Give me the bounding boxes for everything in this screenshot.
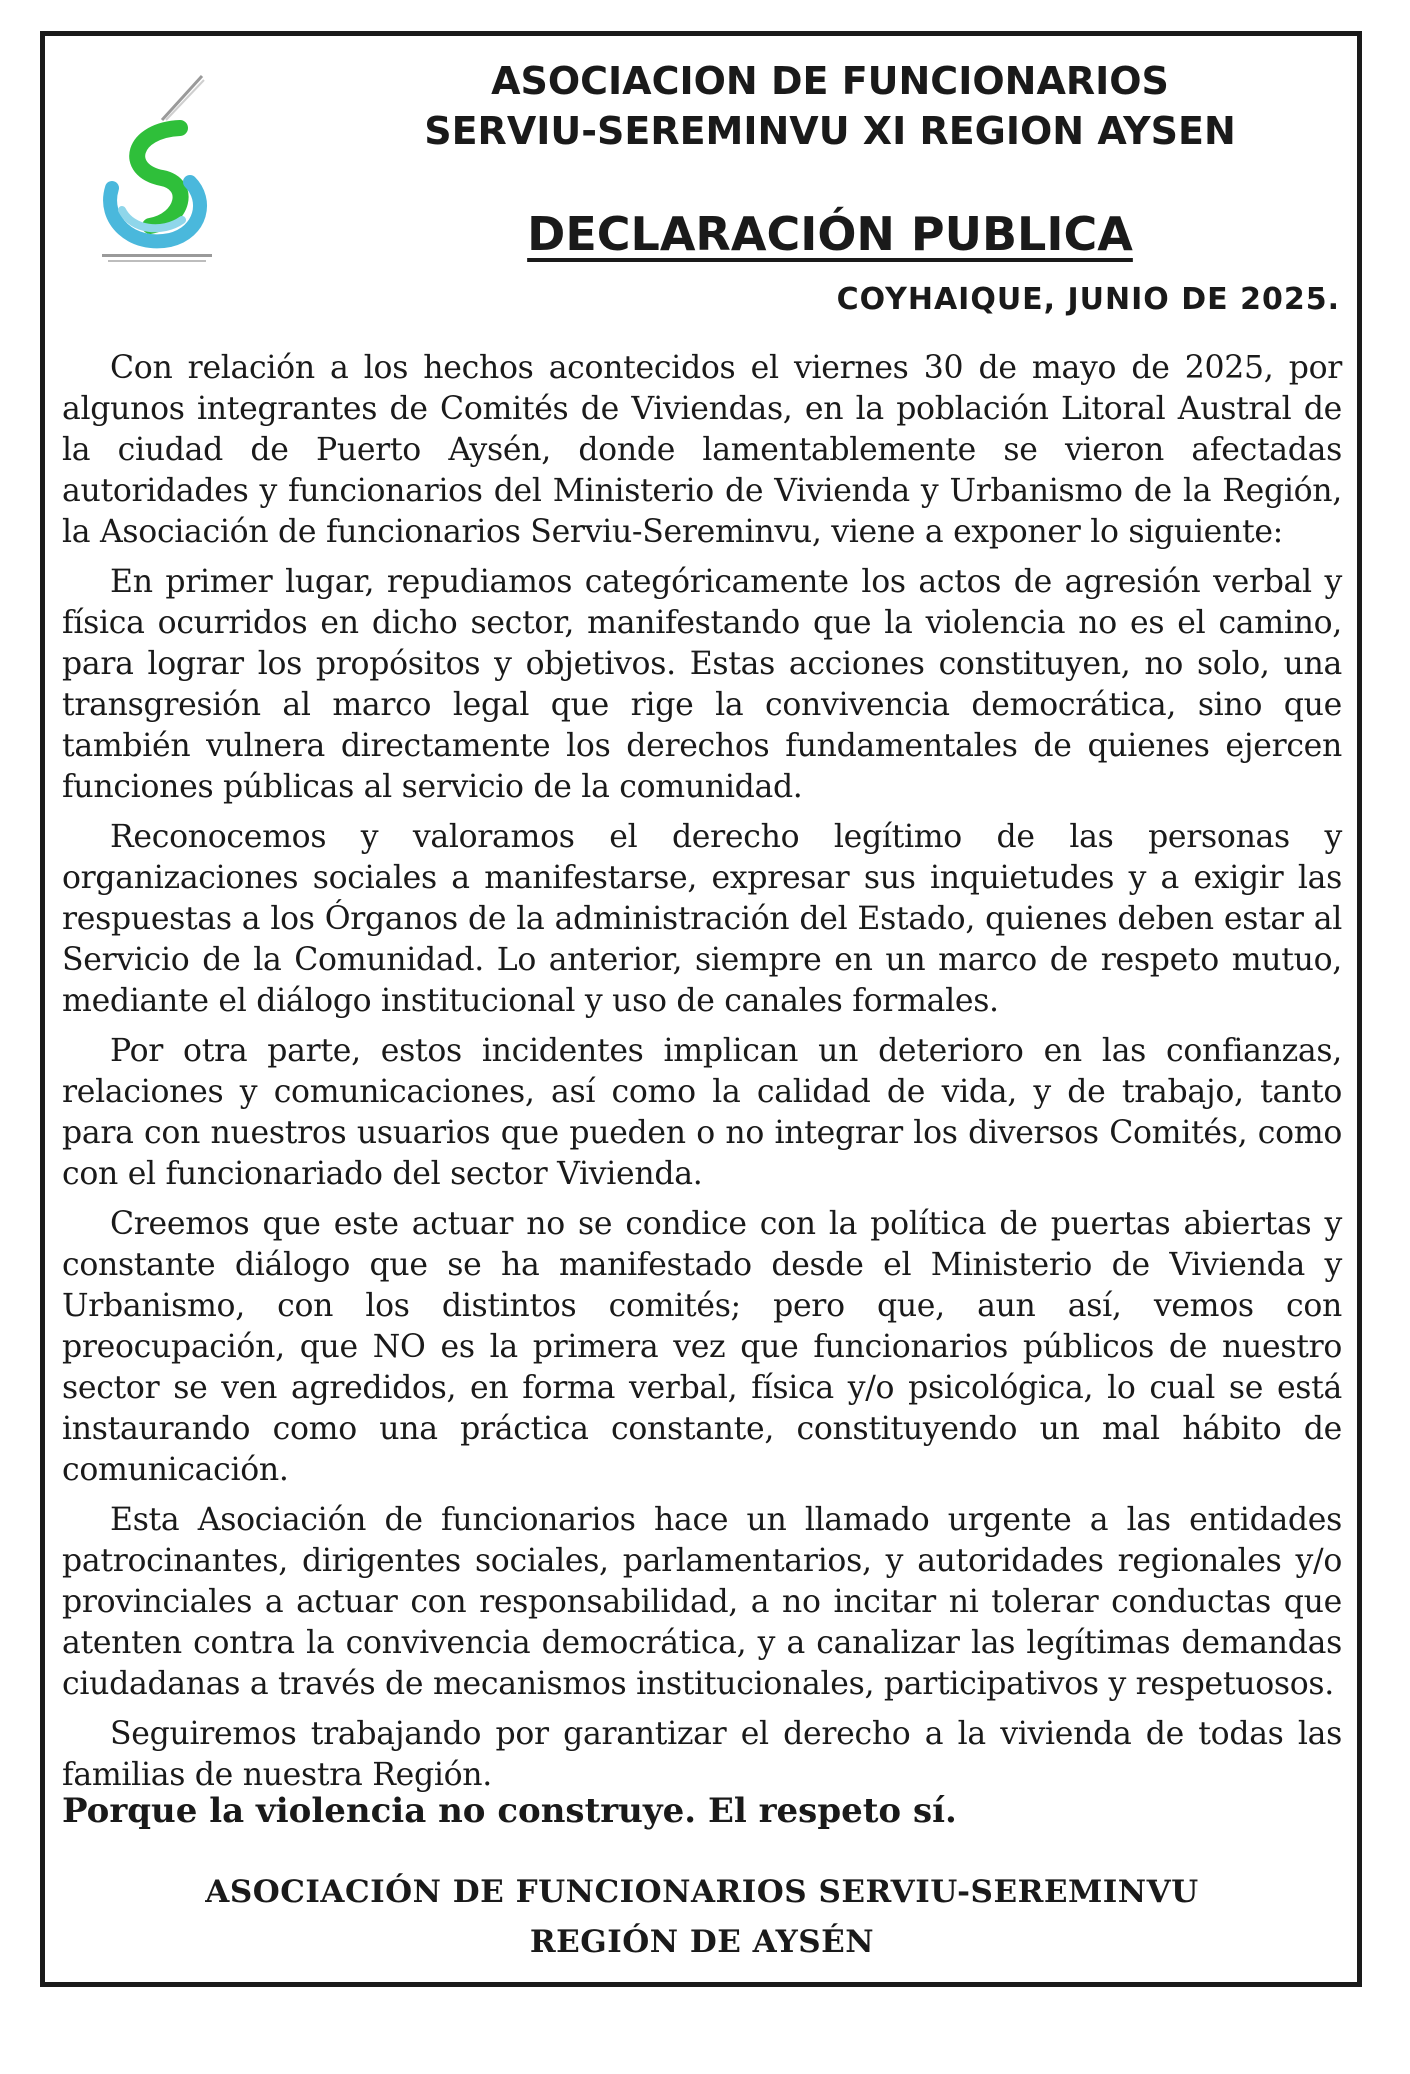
dateline: COYHAIQUE, JUNIO DE 2025. (836, 282, 1340, 317)
paragraph-3: Reconocemos y valoramos el derecho legítimo de las personas y organizaciones sociales a manifestarse, expresar sus inquietudes y a exigir las respuestas a los Órganos de la administración del Estado, quienes deben estar al Servicio de la Comunidad. Lo anterior, siempre en un marco de respeto mutuo, mediante el diálogo institucional y uso de canales formales. (62, 819, 1342, 1019)
paragraph-4: Por otra parte, estos incidentes implican un deterioro en las confianzas, relaciones y comunicaciones, así como la calidad de vida, y de trabajo, tanto para con nuestros usuarios que pueden o no integrar los diversos Comités, como con el funcionariado del sector Vivienda. (62, 1033, 1342, 1192)
header-line-2: SERVIU-SEREMINVU XI REGION AYSEN (424, 109, 1236, 153)
paragraph-6: Esta Asociación de funcionarios hace un llamado urgente a las entidades patrocinantes, dirigentes sociales, parlamentarios, y autoridades regionales y/o provinciales a actuar con responsabilidad, a no incitar ni tolerar conductas que atenten contra la convivencia democrática, y a canalizar las legítimas demandas ciudadanas a través de mecanismos institucionales, participativos y respetuosos. (62, 1502, 1342, 1702)
slogan: Porque la violencia no construye. El respeto sí. (62, 1791, 957, 1831)
paragraph-2: En primer lugar, repudiamos categóricamente los actos de agresión verbal y física ocurridos en dicho sector, manifestando que la violencia no es el camino, para lograr los propósitos y objetivos. Estas acciones constituyen, no solo, una transgresión al marco legal que rige la convivencia democrática, sino que también vulnera directamente los derechos fundamentales de quienes ejercen funciones públicas al servicio de la comunidad. (62, 564, 1342, 805)
paragraph-7: Seguiremos trabajando por garantizar el derecho a la vivienda de todas las familias de nuestra Región. (62, 1716, 1342, 1793)
paragraph-5: Creemos que este actuar no se condice con la política de puertas abiertas y constante diálogo que se ha manifestado desde el Ministerio de Vivienda y Urbanismo, con los distintos comités; pero que, aun así, vemos con preocupación, que NO es la primera vez que funcionarios públicos de nuestro sector se ven agredidos, en forma verbal, física y/o psicológica, lo cual se está instaurando como una práctica constante, constituyendo un mal hábito de comunicación. (62, 1206, 1342, 1488)
declaration-title (320, 204, 1340, 264)
declaration-title-text: DECLARACIÓN PUBLICA (527, 207, 1133, 261)
header-line-1: ASOCIACION DE FUNCIONARIOS (491, 59, 1169, 103)
paragraph-1: Con relación a los hechos acontecidos el viernes 30 de mayo de 2025, por algunos integrantes de Comités de Viviendas, en la población Litoral Austral de la ciudad de Puerto Aysén, donde lamentablemente se vieron afectadas autoridades y funcionarios del Ministerio de Vivienda y Urbanismo de la Región, la Asociación de funcionarios Serviu-Sereminvu, viene a exponer lo siguiente: (62, 350, 1342, 550)
signature-line-1: ASOCIACIÓN DE FUNCIONARIOS SERVIU-SEREMINVU (205, 1874, 1199, 1910)
signature-line-2: REGIÓN DE AYSÉN (529, 1924, 875, 1960)
association-logo-icon (92, 70, 222, 270)
declaration-body (62, 348, 1342, 1805)
